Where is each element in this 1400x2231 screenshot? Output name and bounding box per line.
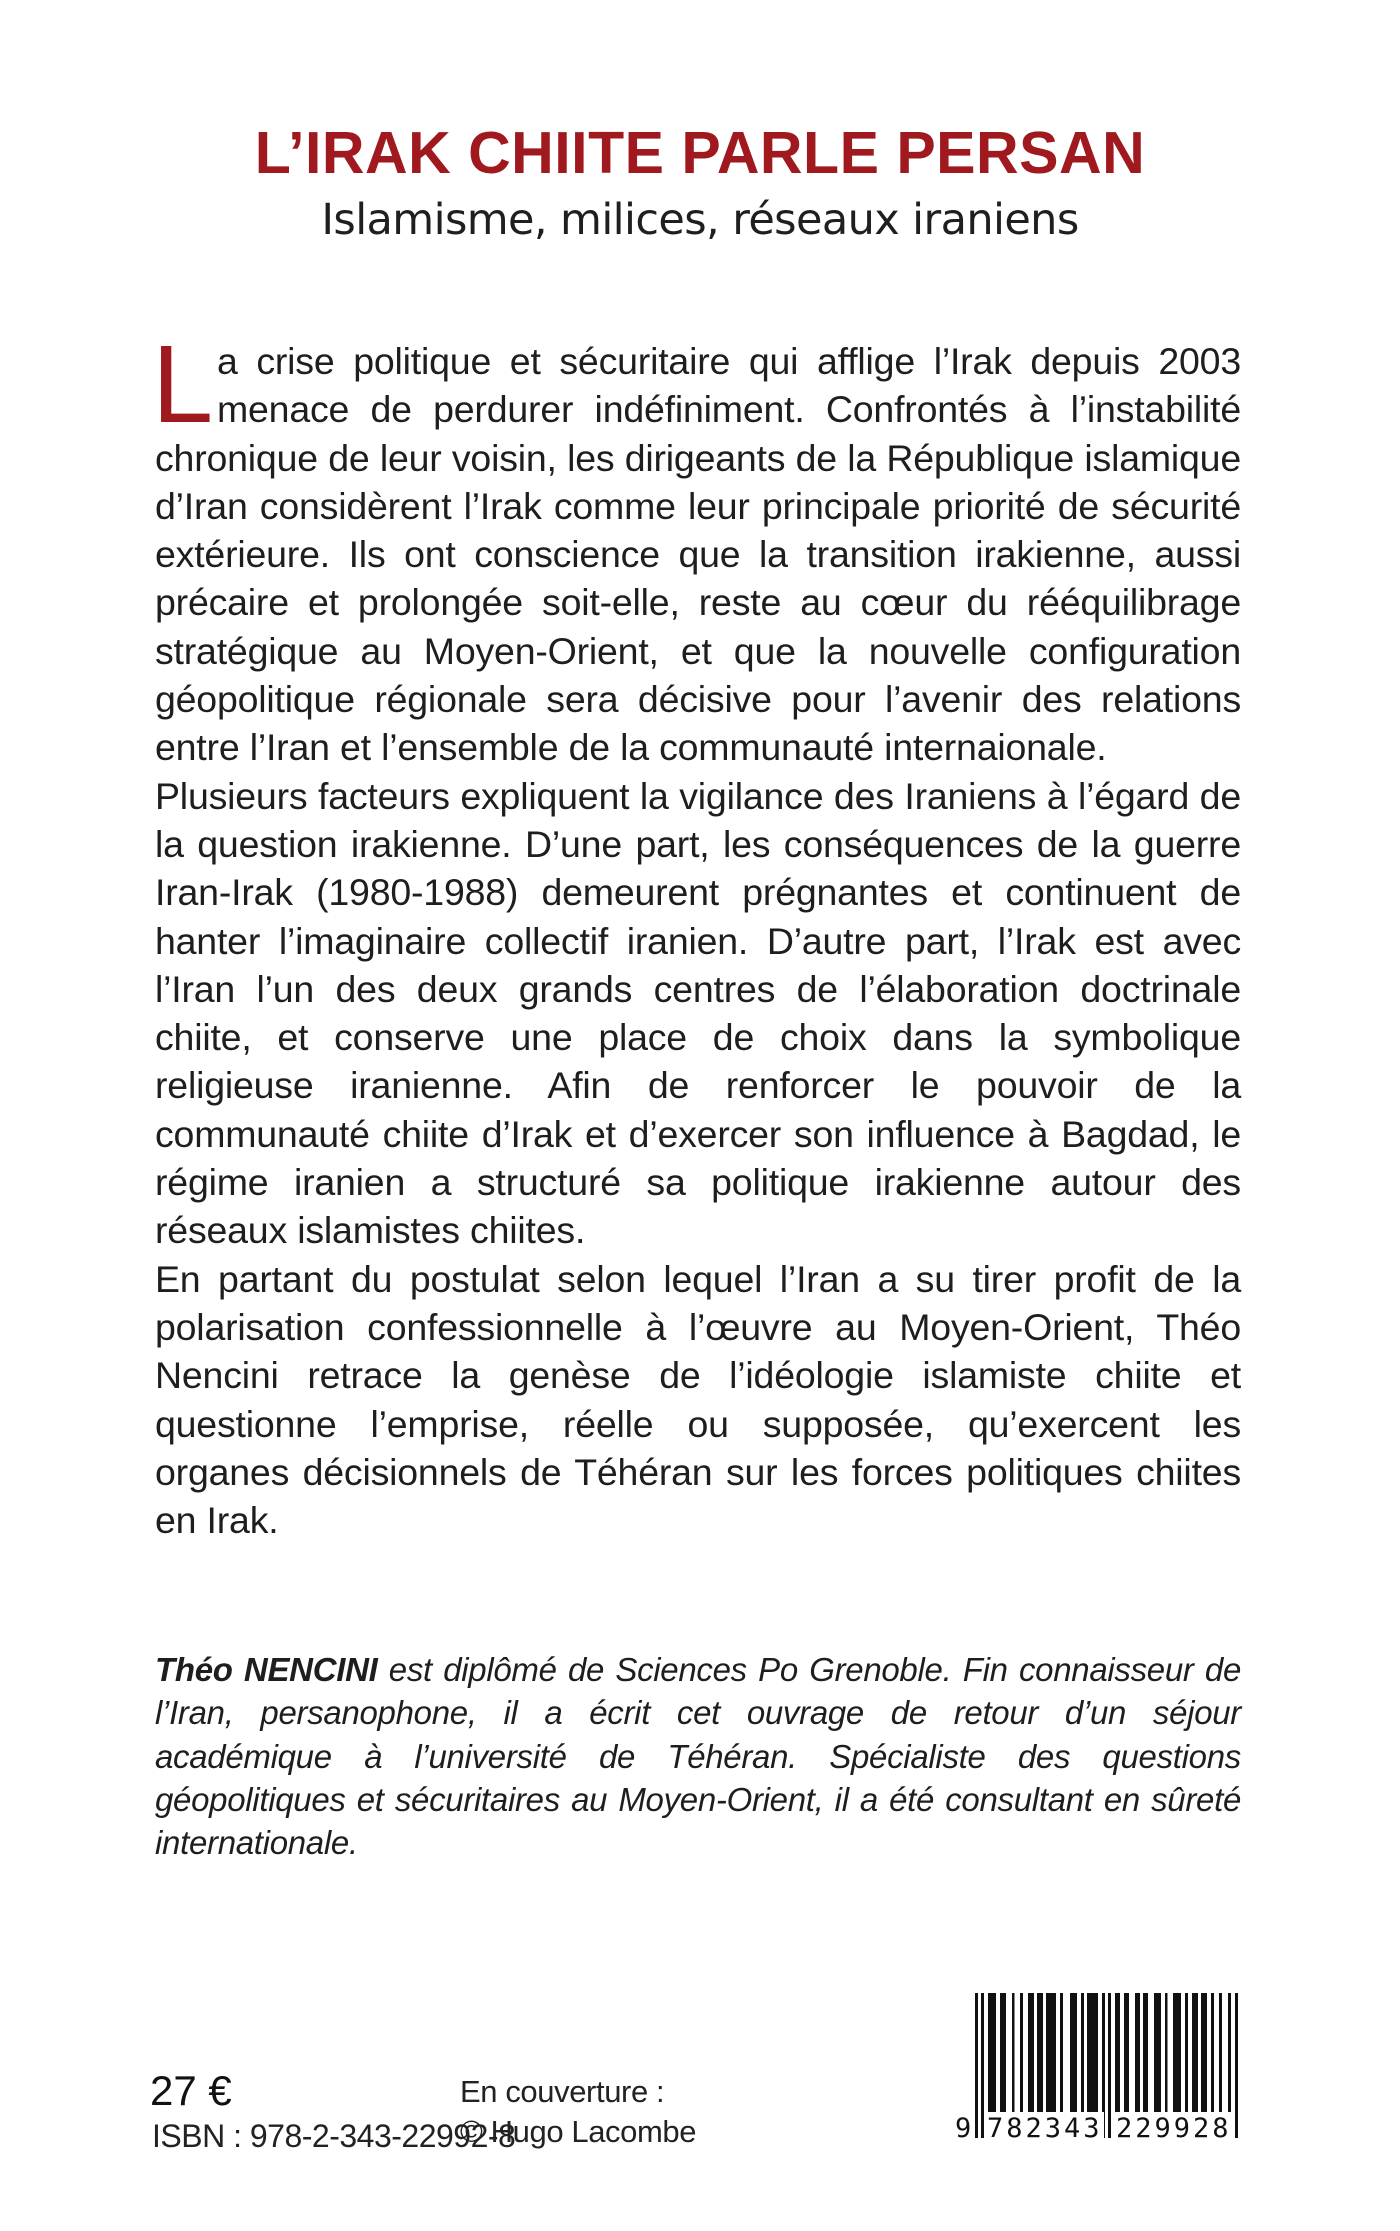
isbn: ISBN : 978-2-343-22992-8 — [152, 2118, 516, 2154]
price: 27 € — [150, 2067, 232, 2114]
barcode-right-group: 229928 — [1116, 2113, 1232, 2144]
author-name: Théo NENCINI — [155, 1651, 378, 1688]
blurb-paragraph-1 — [152, 323, 1241, 772]
barcode-lead-digit: 9 — [955, 2113, 972, 2144]
book-title: L’IRAK CHIITE PARLE PERSAN — [254, 120, 1146, 186]
cover-credit-name: © Hugo Lacombe — [460, 2114, 697, 2149]
author-bio-text: est diplômé de Sciences Po Grenoble. Fin connaisseur de l’Iran, persanophone, il a écrit cet ouvrage de retour d’un séjour académique à l’université de Téhéran. Spécialiste des questions géopolitiques et sécuritaires au Moyen-Orient, il a été consultant en sûreté internationale. — [155, 1651, 1241, 1862]
book-subtitle: Islamisme, milices, réseaux iraniens — [321, 195, 1079, 245]
cover-credit-label: En couverture : — [460, 2074, 665, 2109]
drop-cap: L — [152, 323, 213, 446]
paragraph-text: a crise politique et sécuritaire qui afflige l’Irak depuis 2003 menace de perdurer indéfiniment. Confrontés à l’instabilité chronique de leur voisin, les dirigeants de la République islamique d’Iran considèrent l’Irak comme leur principale priorité de sécurité extérieure. Ils ont conscience que la transition irakienne, aussi précaire et prolongée soit-elle, reste au cœur du rééquilibrage stratégique au Moyen-Orient, et que la nouvelle configuration géopolitique régionale sera décisive pour l’avenir des relations entre l’Iran et l’ensemble de la communauté internaionale. — [155, 340, 1241, 769]
barcode-left-group: 782343 — [987, 2113, 1103, 2144]
author-bio — [155, 1648, 1241, 1864]
blurb — [152, 323, 1241, 1544]
blurb-paragraph-2: Plusieurs facteurs expliquent la vigilance des Iraniens à l’égard de la question irakienne. D’une part, les conséquences de la guerre Iran-Irak (1980-1988) demeurent prégnantes et continuent de hanter l’imaginaire collectif iranien. D’autre part, l’Irak est avec l’Iran l’un des deux grands centres de l’élaboration doctrinale chiite, et conserve une place de choix dans la symbolique religieuse iranienne. Afin de renforcer le pouvoir de la communauté chiite d’Irak et d’exercer son influence à Bagdad, le régime iranien a structuré sa politique irakienne autour des réseaux islamistes chiites. — [155, 774, 1241, 1252]
barcode — [955, 1990, 1250, 2155]
cover-credit — [460, 2072, 696, 2152]
barcode-digits — [955, 2112, 1250, 2146]
blurb-paragraph-3: En partant du postulat selon lequel l’Iran a su tirer profit de la polarisation confessionnelle à l’œuvre au Moyen-Orient, Théo Nencini retrace la genèse de l’idéologie islamiste chiite et questionne l’emprise, réelle ou supposée, qu’exercent les organes décisionnels de Téhéran sur les forces politiques chiites en Irak. — [155, 1257, 1241, 1542]
